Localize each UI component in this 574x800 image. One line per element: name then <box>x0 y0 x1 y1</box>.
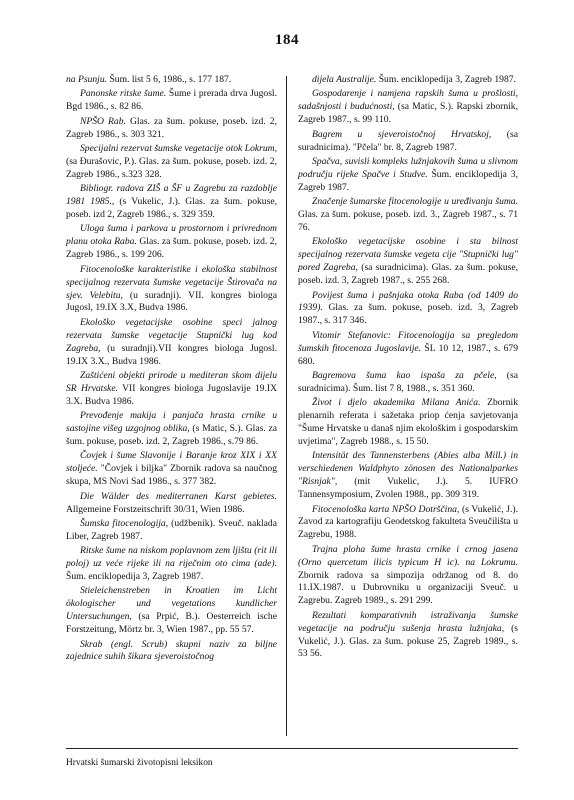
entry-details: (sa suradnicima). "Pčela" br. 8, Zagreb 1987. <box>298 128 518 153</box>
entry-details: Šum. list 5 6, 1986., s. 177 187. <box>107 74 232 85</box>
footer-rule <box>66 748 518 749</box>
column-divider <box>286 76 287 736</box>
entry-details: Zbornik plenarnih referata i sažetaka priop ćenja savjetovanja "Šume Hrvatske u današ njim ekološkim i gospodarskim uvjetima", Zagreb 1988., s. 15 50. <box>298 397 518 447</box>
bibliography-entry <box>66 639 277 665</box>
entry-details: Šum. enciklopedija 3, Zagreb 1987. <box>376 74 516 85</box>
entry-title: Spačva, suvisli kompleks lužnjakovih šuma u slivnom području rijeke Spačve i Studve. <box>298 155 518 180</box>
entry-details: (mit Vukelic, J.). 5. IUFRO Tannensymposium, Zvolen 1988., pp. 309 319. <box>298 476 518 501</box>
entry-details: Glas. za šum. pokuse, poseb. izd. 3., Zagreb 1987., s. 71 76. <box>298 209 518 233</box>
entry-details: Šume i prerada drva Jugosl. Bgd 1986., s. 82 86. <box>66 88 277 113</box>
bibliography-entry <box>298 290 518 329</box>
bibliography-entry <box>298 236 518 288</box>
footer-title: Hrvatski šumarski životopisni leksikon <box>66 758 213 768</box>
bibliography-entry <box>298 610 518 662</box>
entry-details: (u suradnji). VII. kongres biologa Jugosl, 19.IX 3.X, Budva 1986. <box>66 289 277 314</box>
bibliography-entry <box>66 545 277 584</box>
entry-details: (sa Matic, S.). Rapski zbornik, Zagreb 1987., s. 99 110. <box>298 101 518 126</box>
bibliography-entry <box>66 450 277 489</box>
bibliography-entry <box>298 156 518 195</box>
entry-details: (sa Đurašovic, P.). Glas. za šum. pokuse, poseb. izd. 2, Zagreb 1986., s.323 328. <box>66 155 277 180</box>
entry-title: Bibliogr. radova ZIŠ a ŠF u Zagrebu za razdoblje 1981 1985., <box>66 183 277 208</box>
entry-title: dijela Australije. <box>312 74 377 85</box>
entry-title: Prevođenje makija i panjača hrasta crnike u sastojine višeg uzgojnog oblika, <box>66 410 277 435</box>
bibliography-entry <box>66 585 277 637</box>
entry-details: Glas. za šum. pokuse, poseb. izd. 2, Zagreb 1986., s. 303 321. <box>66 115 277 140</box>
entry-title: Značenje šumarske fitocenologije u uređivanju šuma. <box>312 196 518 208</box>
bibliography-entry <box>66 88 277 114</box>
entry-details: Šum. enciklopedija 3, Zagreb 1987. <box>298 168 518 193</box>
bibliography-entry <box>66 518 277 544</box>
entry-title: Vitomir Stefanovic: Fitocenologija sa pregledom šumskih fitocenoza Jugoslavije. <box>298 329 518 354</box>
entry-title: Čovjek i šume Slavonije i Baranje kroz XIX i XX stoljeće. <box>66 450 277 475</box>
entry-details: (s Vukelić, J.). Zavod za kartografiju Geodetskog fakulteta Sveučilišta u Zagrebu, 1988. <box>298 503 518 541</box>
bibliography-entry <box>66 183 277 222</box>
bibliography-entry <box>298 370 518 396</box>
entry-details: (u suradnji).VII kongres biologa Jugosl. 19.IX 3.X., Budva 1986. <box>66 342 277 367</box>
entry-title: Rezultati komparativnih istraživanja šumske vegetacije na području sušenja hrasta lužnjaka, <box>298 609 518 634</box>
left-column <box>66 74 277 666</box>
entry-details: (s Matic, S.). Glas. za šum. pokuse, poseb. izd. 2, Zagreb 1986., s.79 86. <box>66 423 278 447</box>
entry-title: Bagremova šuma kao ispaša za pčele, <box>312 369 497 381</box>
entry-title: Gospodarenje i namjena rapskih šuma u prošlosti, sadašnjosti i budućnosti, <box>298 88 518 113</box>
entry-title: NPŠO Rab. <box>80 115 126 127</box>
entry-title: Fitocenološka karta NPŠO Dotrščina, <box>312 503 460 515</box>
entry-details: VII kongres biologa Jugoslavije 19.IX 3.X. Budva 1986. <box>66 382 277 407</box>
bibliography-entry <box>66 410 277 449</box>
entry-title: Skrab (engl. Scrub) skupni naziv za biljne zajednice suhih šikara sjeveroistočnog <box>66 638 277 663</box>
entry-details: Glas. za šum. pokuse, poseb. izd. 2, Zagreb 1986., s. 199 206. <box>66 236 277 261</box>
entry-title: Bagrem u sjeveroistočnoj Hrvatskoj, <box>312 128 492 140</box>
entry-details: (s Vukelić, J.). Glas. za šum. pokuse 25, Zagreb 1989., s. 53 56. <box>298 622 518 660</box>
bibliography-entry <box>66 491 277 517</box>
entry-details: (s Vukelic, J.). Glas. za šum. pokuse, poseb. izd 2, Zagreb 1986., s. 329 359. <box>66 196 277 221</box>
entry-title: Panonske ritske šume. <box>80 88 167 100</box>
entry-title: Stieleichenstreben in Kroatien im Licht ökologischer und vegetations kundlicher Untersuchungen, <box>66 585 277 623</box>
entry-title: Ekološko vegetacijske osobine speci jalnog rezervata šumske vegetacije Stupnički lug kod Zagreba, <box>66 316 277 354</box>
entry-title: Die Wälder des mediterranen Karst gebietes. <box>80 490 277 502</box>
entry-title: Ekološko vegetacijske osobine i sta bilnost specijalnog rezervata šumske vegeta cije "Stupnički lug" pored Zagreba, <box>298 236 518 274</box>
bibliography-entry <box>298 450 518 502</box>
entry-title: Specijalni rezervat šumske vegetacije otok Lokrum, <box>80 143 277 155</box>
bibliography-entry <box>298 88 518 127</box>
entry-details: (sa Prpić, B.). Oesterreich ische Forstzeitung, Mörtz br. 3, Wien 1987., pp. 55 57. <box>66 611 277 636</box>
entry-details: (sa suradnicima). Šum. list 7 8, 1988., s. 351 360. <box>298 369 518 394</box>
bibliography-entry <box>298 330 518 369</box>
entry-title: na Psunju. <box>66 74 108 85</box>
bibliography-entry <box>298 397 518 449</box>
entry-title: Zaštićeni objekti prirode u mediteran skom dijelu SR Hrvatske. <box>66 369 277 394</box>
entry-title: Trajna ploha šume hrasta crnike i crnog jasena (Orno quercetum ilicis typicum H ic). na Lokrumu. <box>298 543 518 568</box>
bibliography-entry <box>298 74 518 87</box>
bibliography-entry <box>66 317 277 369</box>
page-number: 184 <box>275 32 299 48</box>
bibliography-entry <box>298 504 518 543</box>
entry-title: Fitocenološke karakteristike i ekološka stabilnost specijalnog rezervata šumske vegetacije Štirovača na sjev. Velebitu, <box>66 263 277 301</box>
entry-title: Povijest šuma i pašnjaka otoka Raba (od 1409 do 1939). <box>298 289 518 314</box>
entry-title: Intensität des Tannensterbens (Abies alba Mill.) in verschiedenen Waldphyto zönosen des Nationalparkes "Risnjak", <box>298 450 518 488</box>
bibliography-entry <box>66 370 277 409</box>
entry-details: ŠL 10 12, 1987., s. 679 680. <box>298 342 518 367</box>
entry-title: Šumska fitocenologija, <box>80 517 169 529</box>
entry-title: Uloga šuma i parkova u prostornom i privrednom planu otoka Raba. <box>66 223 277 248</box>
entry-title: Ritske šume na niskom poplavnom zem ljištu (rit ili poloj) uz veće rijeke ili na riječnim oto cima (ade). <box>66 545 277 570</box>
bibliography-entry <box>66 116 277 142</box>
entry-details: (sa suradnicima). Glas. za šum. pokuse, poseb. izd. 3, Zagreb 1987., s. 255 268. <box>298 262 519 287</box>
entry-details: Allgemeine Forstzeitschrift 30/31, Wien 1986. <box>66 503 245 515</box>
bibliography-entry <box>66 264 277 316</box>
entry-details: Glas. za šum. pokuse, poseb. izd. 3, Zagreb 1987., s. 317 346. <box>298 302 518 327</box>
bibliography-entry <box>66 143 277 182</box>
entry-details: Zbornik radova sa simpozija održanog od 8. do 11.IX.1987. u Dubrovniku u organizaciji Sveuč. u Zagrebu. Zagreb 1989., s. 291 299. <box>298 569 518 607</box>
right-column <box>298 74 518 663</box>
entry-details: "Čovjek i biljka" Zbornik radova sa naučnog skupa, MS Novi Sad 1986., s. 377 382. <box>66 463 277 488</box>
bibliography-entry <box>298 196 518 235</box>
bibliography-entry <box>66 74 277 87</box>
entry-details: (udžbenik). Sveuč. naklada Liber, Zagreb 1987. <box>66 517 277 542</box>
entry-details: Šum. enciklopedija 3, Zagreb 1987. <box>66 571 204 583</box>
bibliography-entry <box>66 223 277 262</box>
entry-title: Život i djelo akademika Milana Anića. <box>312 397 481 409</box>
bibliography-entry <box>298 544 518 609</box>
bibliography-entry <box>298 129 518 155</box>
